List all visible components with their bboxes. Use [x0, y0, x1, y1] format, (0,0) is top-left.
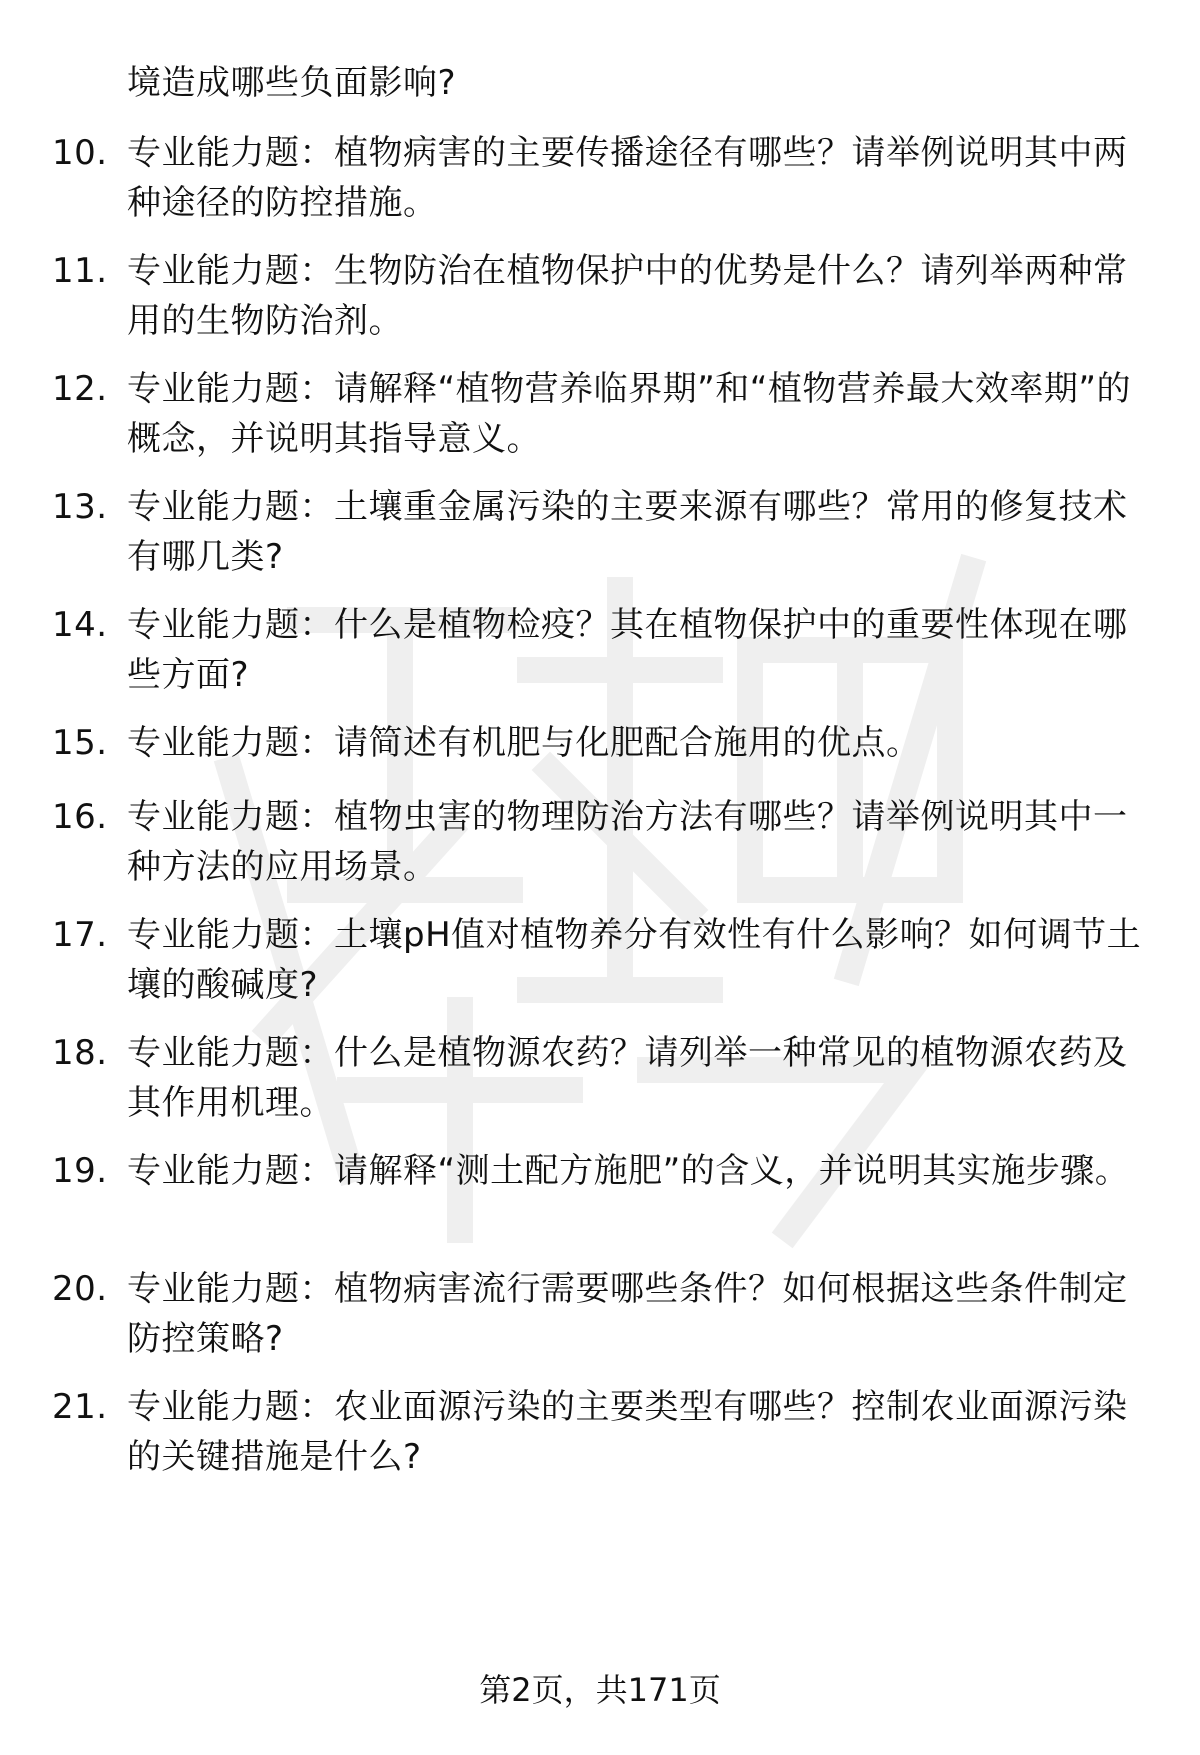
question-number: 12. — [52, 369, 108, 409]
question-text: 专业能力题：请解释“测土配方施肥”的含义，并说明其实施步骤。 — [127, 1151, 1130, 1191]
question-number: 11. — [52, 251, 108, 291]
question-number: 14. — [52, 605, 108, 645]
question-number: 15. — [52, 723, 108, 763]
question-text: 专业能力题：植物病害的主要传播途径有哪些？请举例说明其中两种途径的防控措施。 — [127, 133, 1128, 223]
question-text: 专业能力题：请简述有机肥与化肥配合施用的优点。 — [127, 723, 921, 763]
question-number: 18. — [52, 1033, 108, 1073]
question-number: 13. — [52, 487, 108, 527]
question-text: 专业能力题：土壤pH值对植物养分有效性有什么影响？如何调节土壤的酸碱度? — [127, 915, 1142, 1005]
page-footer: 第2页，共171页 — [479, 1671, 721, 1709]
question-number: 10. — [52, 133, 108, 173]
question-text: 专业能力题：植物病害流行需要哪些条件？如何根据这些条件制定防控策略? — [127, 1269, 1128, 1359]
question-number: 20. — [52, 1269, 108, 1309]
question-number: 19. — [52, 1151, 108, 1191]
question-text: 专业能力题：农业面源污染的主要类型有哪些？控制农业面源污染的关键措施是什么? — [127, 1387, 1128, 1477]
question-text: 专业能力题：什么是植物源农药？请列举一种常见的植物源农药及其作用机理。 — [127, 1033, 1128, 1123]
question-text: 专业能力题：生物防治在植物保护中的优势是什么？请列举两种常用的生物防治剂。 — [127, 251, 1128, 341]
continued-question-text: 境造成哪些负面影响? — [127, 63, 457, 103]
question-number: 21. — [52, 1387, 108, 1427]
question-text: 专业能力题：什么是植物检疫？其在植物保护中的重要性体现在哪些方面? — [127, 605, 1128, 695]
question-text: 专业能力题：请解释“植物营养临界期”和“植物营养最大效率期”的概念，并说明其指导意义。 — [127, 369, 1131, 459]
question-text: 专业能力题：土壤重金属污染的主要来源有哪些？常用的修复技术有哪几类? — [127, 487, 1128, 577]
question-text: 专业能力题：植物虫害的物理防治方法有哪些？请举例说明其中一种方法的应用场景。 — [127, 797, 1128, 887]
question-number: 16. — [52, 797, 108, 837]
question-number: 17. — [52, 915, 108, 955]
